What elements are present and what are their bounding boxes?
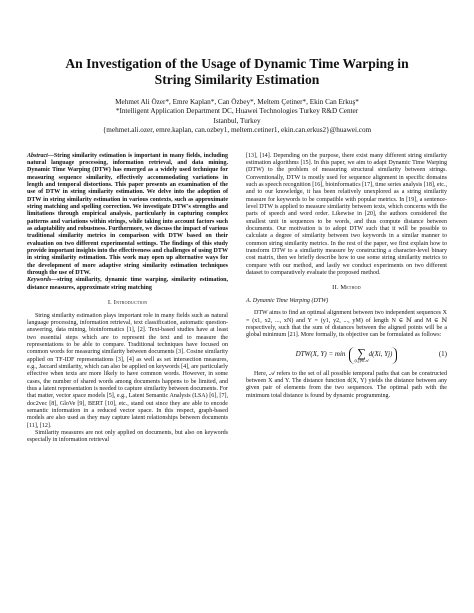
author-names: Mehmet Ali Özer*, Emre Kaplan*, Can Özbey*, Meltem Çetiner*, Ekin Can Erkuş* [115, 98, 359, 106]
equation-lhs: DTW(X, Y) = min [295, 350, 346, 359]
abstract [27, 153, 228, 278]
keywords [27, 277, 228, 292]
equation-term: d(Xi, Yj) [368, 350, 393, 359]
equation-dtw [246, 347, 447, 364]
method-paragraph-1: DTW aims to find an optimal alignment between two independent sequences X = (x1, x2, ..., xN) and Y = (y1, y2, ..., yM) of length N ∈ ℕ and M ∈ ℕ respectively, such that the sum of distances between the aligned points will be a global minimum [21]. More formally, its objective can be formulated as follows: [246, 310, 447, 339]
intro-paragraph-2: Similarity measures are not only applied on documents, but also on keywords especially in information retrieval [27, 430, 228, 444]
equation-sum [349, 347, 397, 364]
intro-paragraph-1: String similarity estimation plays important role in many fields such as natural language processing, information retrieval, text classification, automatic question-answering, data mining, bioinformatics [1], [2]. Text-based studies have at least two essential steps which are to represent the text and to measure the representations to be able to compare. Traditional techniques have focused on common words for measuring similarity between documents [3]. Cosine similarity applied on TF-IDF representations [3], [4] as well as set intersection measures, e.g., Jaccard similarity, which can also be applied on keywords [4], are particularly effective when texts are more likely to have common words. However, in some cases, the number of shared words among documents happens to be limited, and thus a latent representation is needed to capture similarity between documents. For that matter, vector space models [5], e.g., Latent Semantic Analysis (LSA) [6], [7], doc2vec [8], GloVe [9], BERT [10], etc., stand out since they are able to encode semantic information in a reduced vector space. In this respect, graph-based models are also used as they may capture latent relationships between documents [11], [12]. [27, 312, 228, 429]
equation-number: (1) [438, 350, 447, 359]
section-heading-introduction: I. Introduction [107, 299, 148, 307]
author-emails: {mehmet.ali.ozer, emre.kaplan, can.ozbey1, meltem.cetiner1, ekin.can.erkus2}@huawei.com [102, 126, 372, 135]
author-block [27, 98, 447, 136]
method-paragraph-2: Here, 𝒜 refers to the set of all possible temporal paths that can be constructed between X and Y. The distance function d(X, Y) yields the distance between any given pair of elements from the two sequences. The optimal path with the minimum total distance is found by dynamic programming. [246, 370, 447, 399]
abstract-text: —String similarity estimation is important in many fields, including natural language processing, information retrieval, and data mining. Dynamic Time Warping (DTW) has emerged as a widely used technique for measuring sequence similarity, effectively accommodating variations in length and temporal distortions. This paper presents an examination of the use of DTW in string similarity estimation. We delve into the adoption of DTW in string similarity estimation in various contexts, such as approximate string matching and spelling correction. We investigate DTW's strengths and limitations through empirical analysis, particularly in capturing complex patterns and variations within strings, while taking into account factors such as adaptability and robustness. Furthermore, we discuss the impact of various traditional similarity metrics in comparison with DTW based on their evaluation on two different experimental settings. The findings of this study provide important insights into the effectiveness and challenges of using DTW in string similarity estimation. This work may open up alternative ways for the development of more adaptive string similarity estimation techniques through the use of DTW. [27, 152, 229, 277]
keywords-text: —string similarity, dynamic time warping, similarity estimation, distance measures, approximate string matching [27, 277, 228, 291]
author-city: Istanbul, Turkey [213, 116, 261, 125]
intro-continuation: [13], [14]. Depending on the purpose, there exist many different string similarity estimation algorithms [15]. In this paper, we aim to adapt Dynamic Time Warping (DTW) to the problem of measuring structural similarity between strings. Conventionally, DTW is mostly used for sequence alignment in specific domains such as speech recognition [16], bioinformatics [17], time series analysis [18], etc., and to our knowledge, it has been relatively unexplored as a string similarity measure for keywords to be compatible with popular metrics. In [19], a sentence-level DTW is applied to measure similarity between texts, which concerns with the parts of speech and word order. Likewise in [20], the authors considered the smallest unit in sequences to be words, and thus compute distance between documents. Our motivation is to adopt DTW such that it will be possible to calculate a degree of similarity between two keywords in a similar manner to common string similarity metrics. In the rest of the paper, we first explain how to transform DTW to a similarity measure by constructing a character-level binary cost matrix, then we briefly describe how to use some string similarity metrics to compare with our method, and lastly we conduct experiments on two different dataset to comparatively evaluate the proposed method. [246, 152, 447, 277]
author-affiliation: *Intelligent Application Department DC, Huawei Technologies Turkey R&D Center [115, 107, 359, 116]
two-column-body [27, 153, 447, 445]
subsection-heading-dtw: A. Dynamic Time Warping (DTW) [246, 297, 329, 304]
abstract-lead: Abstract [27, 152, 48, 159]
paper-title: An Investigation of the Usage of Dynamic Time Warping in String Similarity Estimation [65, 56, 409, 87]
section-heading-method: II. Method [332, 284, 361, 292]
sigma-symbol: ∑ (i,j)∈𝒜 [354, 345, 369, 363]
keywords-lead: Keywords [27, 277, 52, 284]
sum-subscript: (i,j)∈𝒜 [354, 357, 369, 363]
right-column [246, 153, 447, 445]
left-column [27, 153, 228, 445]
